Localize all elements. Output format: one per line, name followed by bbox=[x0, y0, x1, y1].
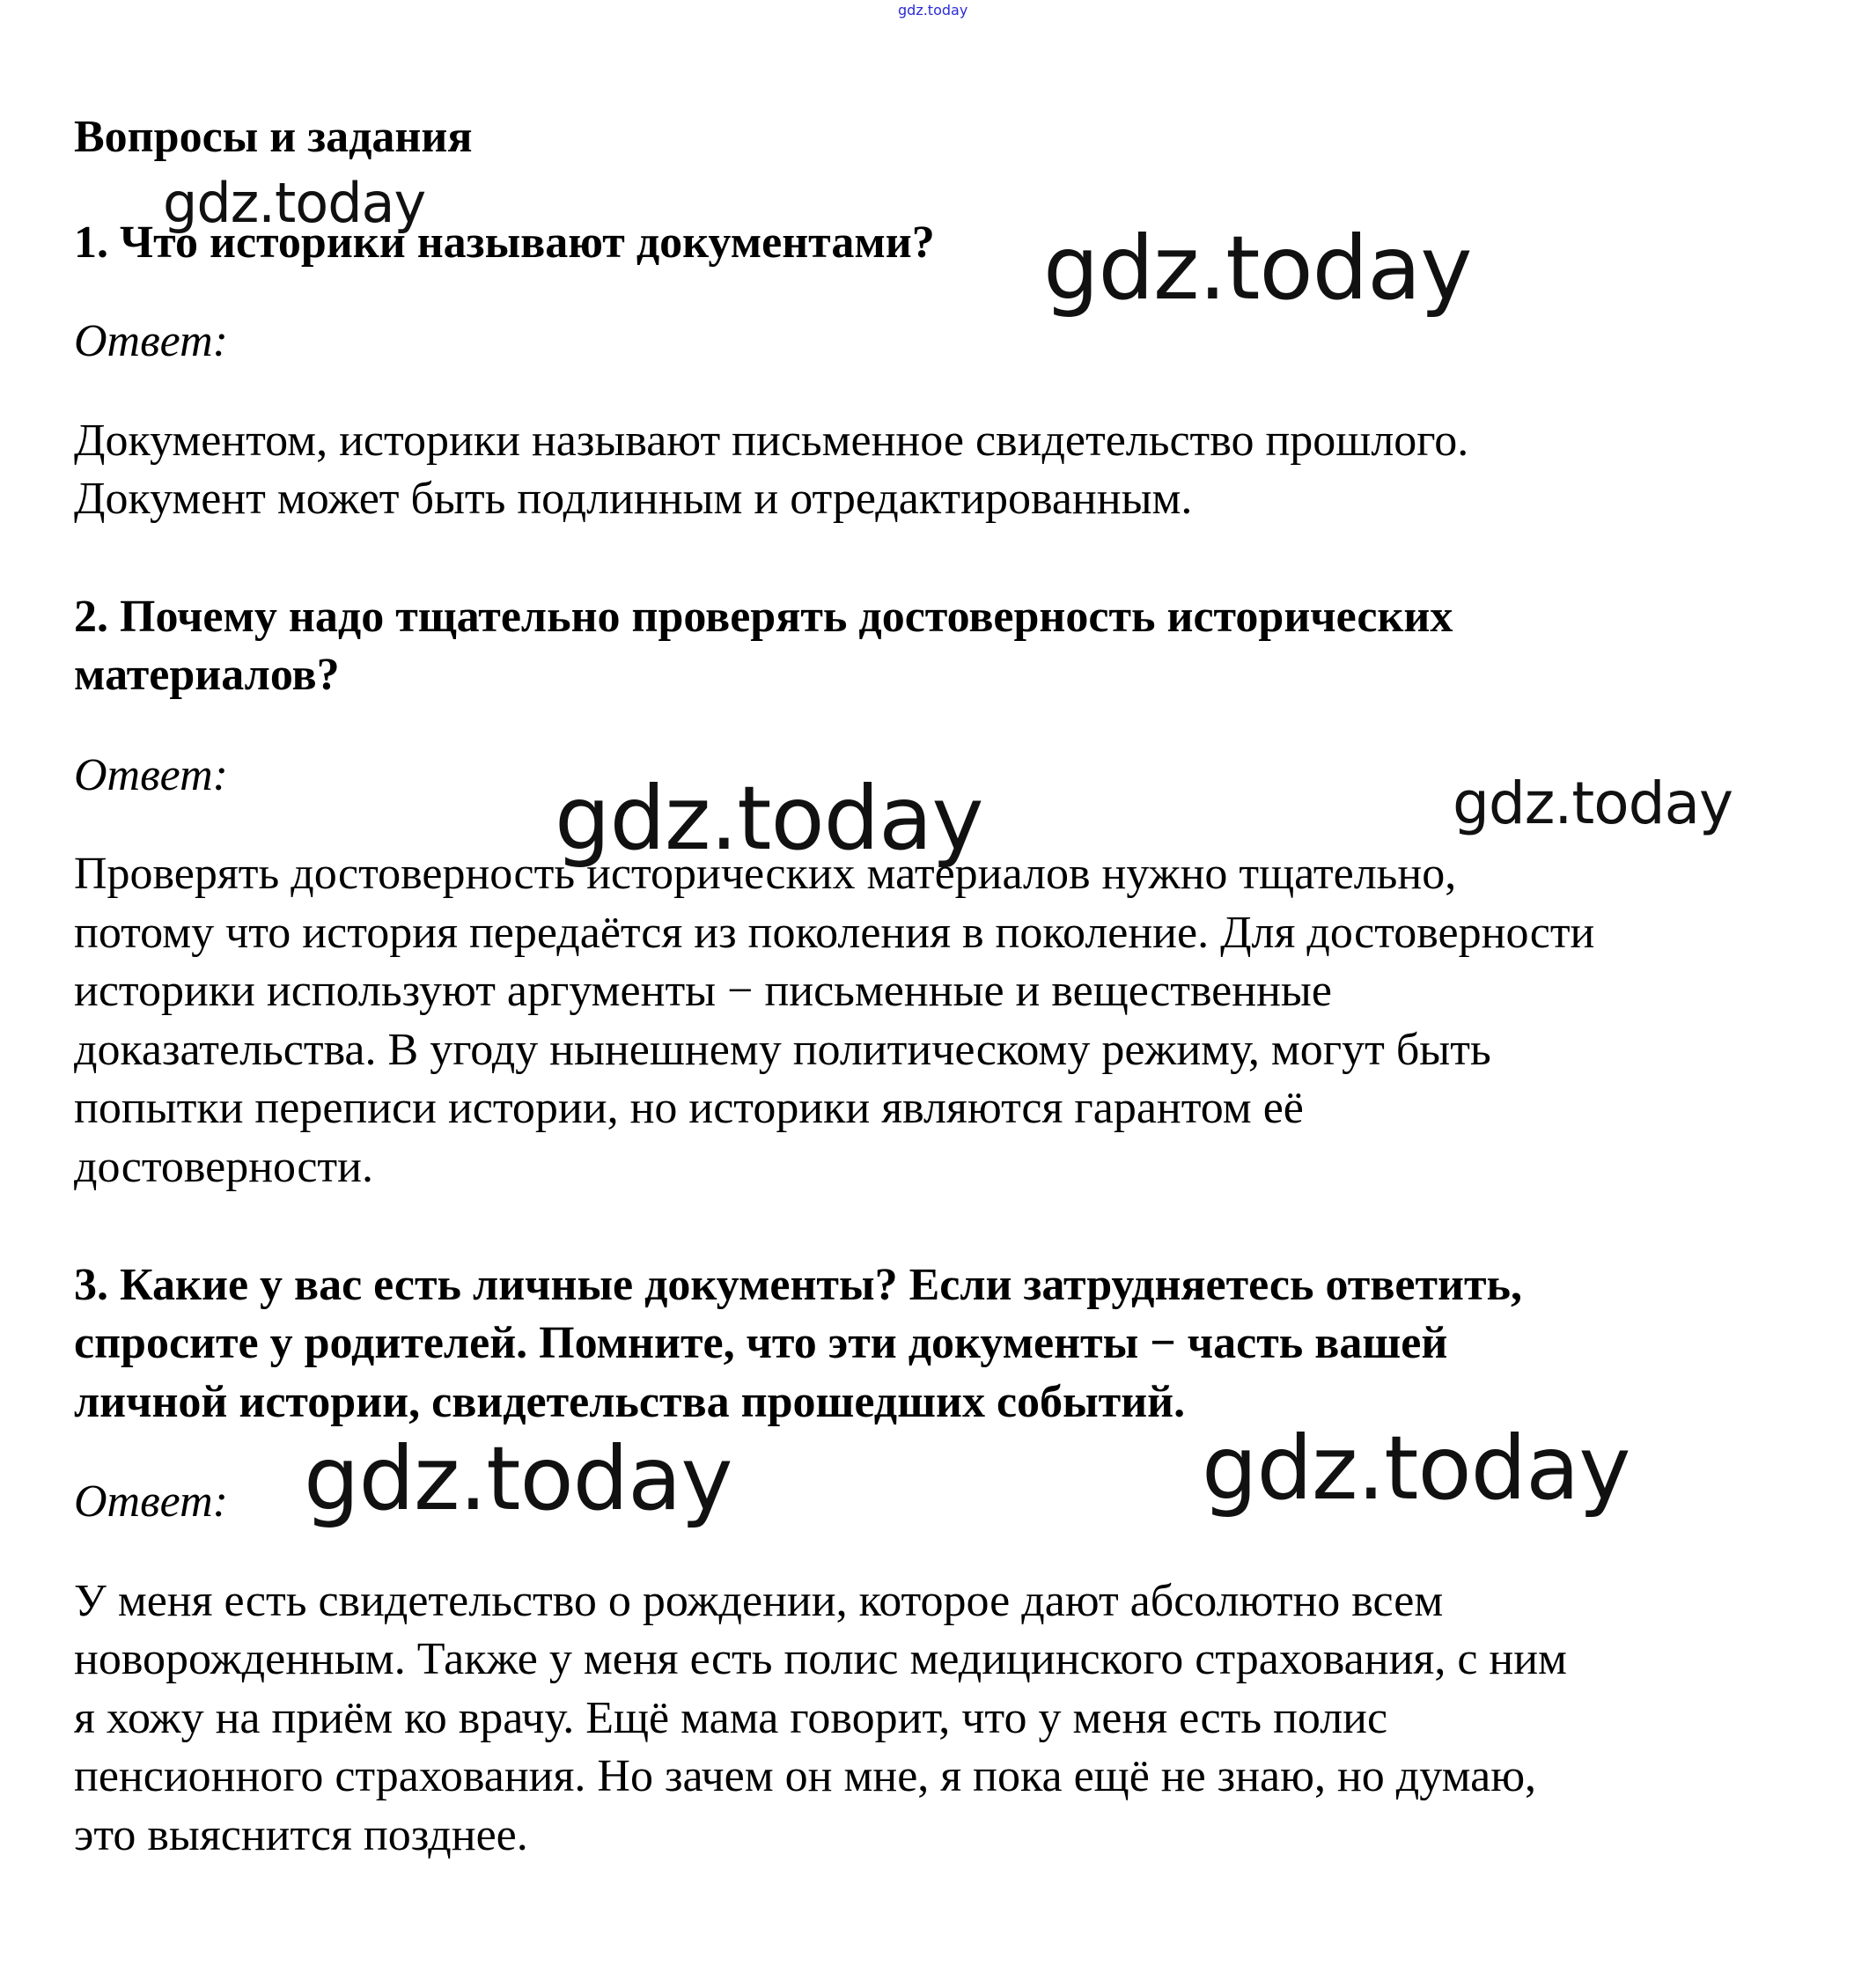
answer-2-line-1: Проверять достоверность исторических материалов нужно тщательно, bbox=[74, 849, 1457, 899]
answer-3-label: Ответ: bbox=[74, 1476, 228, 1527]
answer-2-label: Ответ: bbox=[74, 750, 228, 800]
answer-1-label: Ответ: bbox=[74, 316, 228, 366]
answer-2-line-3: историки используют аргументы − письменные и вещественные bbox=[74, 966, 1332, 1016]
answer-1-line-2: Документ может быть подлинным и отредактированным. bbox=[74, 474, 1193, 524]
watermark: gdz.today bbox=[555, 767, 983, 870]
answer-2-line-6: достоверности. bbox=[74, 1142, 373, 1192]
watermark: gdz.today bbox=[304, 1427, 732, 1530]
answer-3-line-3: я хожу на приём ко врачу. Ещё мама говорит, что у меня есть полис bbox=[74, 1693, 1388, 1743]
answer-3-line-5: это выяснится позднее. bbox=[74, 1810, 528, 1860]
answer-1-line-1: Документом, историки называют письменное свидетельство прошлого. bbox=[74, 416, 1469, 466]
answer-2-line-5: попытки переписи истории, но историки являются гарантом её bbox=[74, 1083, 1304, 1133]
answer-2-line-2: потому что история передаётся из поколения в поколение. Для достоверности bbox=[74, 908, 1595, 958]
question-3-line-2: спросите у родителей. Помните, что эти документы − часть вашей bbox=[74, 1318, 1448, 1368]
question-1-line-1: 1. Что историки называют документами? bbox=[74, 217, 935, 268]
answer-2-line-4: доказательства. В угоду нынешнему политическому режиму, могут быть bbox=[74, 1025, 1491, 1075]
watermark: gdz.today bbox=[163, 171, 426, 235]
watermark: gdz.today bbox=[1202, 1417, 1630, 1520]
question-3-line-3: личной истории, свидетельства прошедших событий. bbox=[74, 1377, 1186, 1427]
question-2-line-1: 2. Почему надо тщательно проверять достоверность исторических bbox=[74, 592, 1453, 642]
answer-3-line-4: пенсионного страхования. Но зачем он мне, я пока ещё не знаю, но думаю, bbox=[74, 1751, 1537, 1801]
answer-3-line-2: новорожденным. Также у меня есть полис медицинского страхования, с ним bbox=[74, 1634, 1567, 1684]
section-heading: Вопросы и задания bbox=[74, 112, 473, 162]
header-watermark: gdz.today bbox=[898, 2, 968, 18]
question-3-line-1: 3. Какие у вас есть личные документы? Если затрудняетесь ответить, bbox=[74, 1260, 1523, 1310]
answer-3-line-1: У меня есть свидетельство о рождении, которое дают абсолютно всем bbox=[74, 1576, 1444, 1626]
watermark: gdz.today bbox=[1453, 769, 1733, 837]
question-2-line-2: материалов? bbox=[74, 650, 340, 700]
watermark: gdz.today bbox=[1043, 217, 1472, 320]
